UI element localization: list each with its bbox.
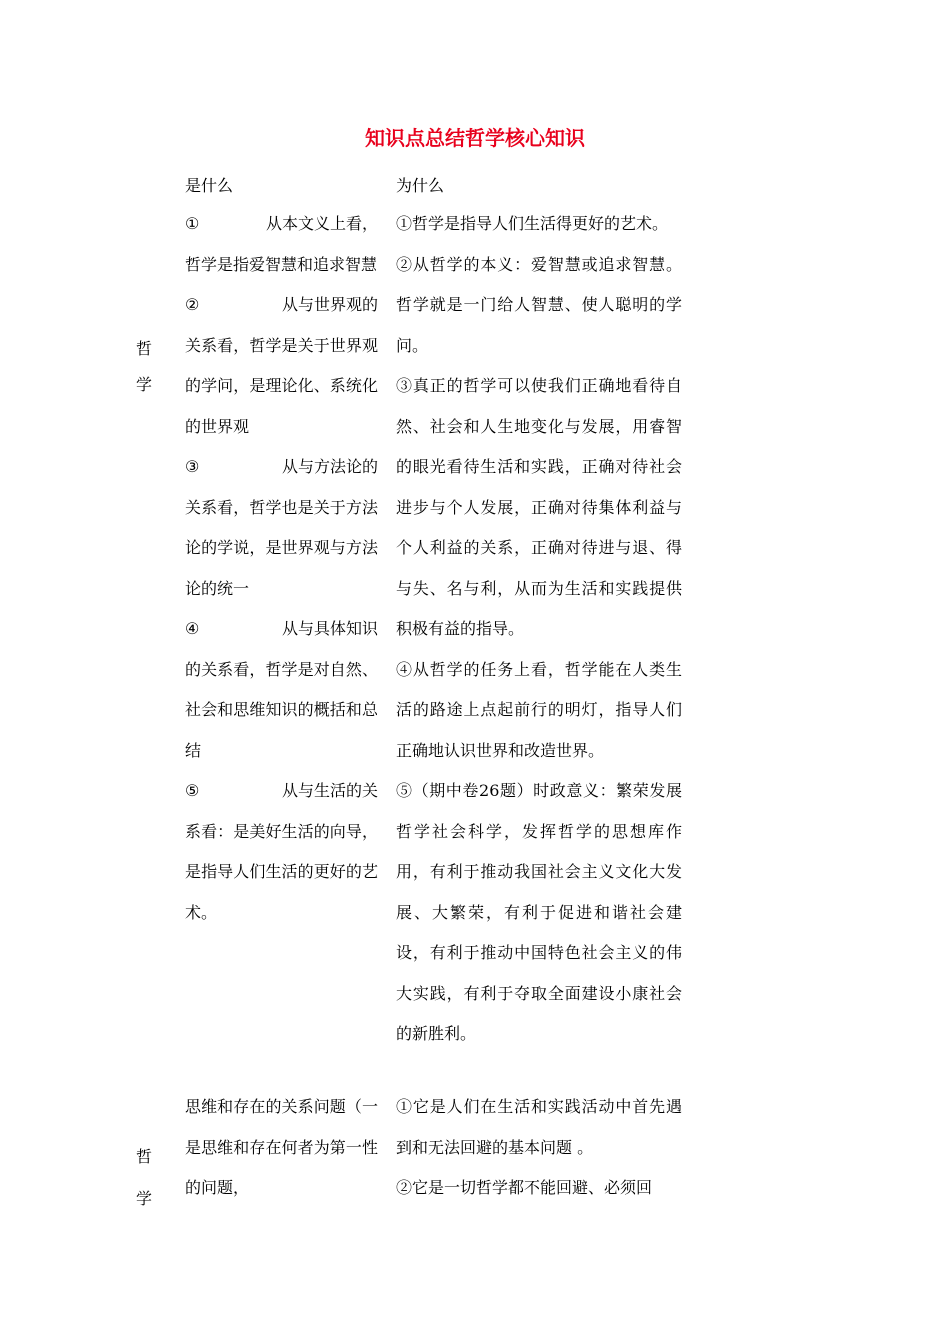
what-column-2 [185, 1087, 378, 1209]
item-number: ④ [185, 619, 200, 638]
header-what: 是什么 [185, 176, 234, 195]
why-item: ③真正的哲学可以使我们正确地看待自然、社会和人生地变化与发展，用睿智的眼光看待生活和实践，正确对待社会进步与个人发展，正确对待集体利益与个人利益的关系，正确对待进与退、得与失、名与利，从而为生活和实践提供积极有益的指导。 [396, 376, 682, 638]
why-item: ②它是一切哲学都不能回避、必须回 [396, 1178, 653, 1197]
item-head: 从与具体知识 [281, 619, 378, 638]
item-number: ③ [185, 457, 200, 476]
what-item [185, 609, 378, 771]
item-text: 关系看，哲学也是关于方法论的学说，是世界观与方法论的统一 [185, 497, 378, 598]
why-column-1 [396, 204, 682, 1055]
item-number: ② [185, 295, 200, 314]
item-text: 哲学是指爱智慧和追求智慧 [185, 254, 378, 274]
side-label-char: 哲 [136, 1147, 153, 1166]
side-label-philosophy-2 [136, 1139, 156, 1217]
side-label-philosophy-1 [136, 331, 156, 403]
what-item [185, 204, 378, 285]
header-why: 为什么 [396, 176, 445, 195]
item-head: 从与生活的关 [281, 781, 378, 800]
item-text: 关系看，哲学是关于世界观的学问，是理论化、系统化的世界观 [185, 335, 378, 436]
why-item: ④从哲学的任务上看，哲学能在人类生活的路途上点起前行的明灯，指导人们正确地认识世界和改造世界。 [396, 659, 682, 760]
why-item: ②从哲学的本义：爱智慧或追求智慧。哲学就是一门给人智慧、使人聪明的学问。 [396, 254, 682, 355]
item-head: 从与世界观的 [281, 295, 378, 314]
side-label-char: 学 [136, 375, 153, 394]
why-item: ⑤（期中卷26题）时政意义：繁荣发展哲学社会科学，发挥哲学的思想库作用，有利于推动我国社会主义文化大发展、大繁荣，有利于促进和谐社会建设，有利于推动中国特色社会主义的伟大实践，有利于夺取全面建设小康社会的新胜利。 [396, 781, 682, 1043]
what-item: 思维和存在的关系问题（一是思维和存在何者为第一性的问题， [185, 1097, 378, 1197]
why-column-2 [396, 1087, 682, 1209]
item-text: 系看：是美好生活的向导，是指导人们生活的更好的艺术。 [185, 821, 378, 922]
why-item: ①它是人们在生活和实践活动中首先遇到和无法回避的基本问题 。 [396, 1097, 682, 1157]
what-item [185, 447, 378, 609]
item-number: ① [185, 214, 200, 233]
what-column-1 [185, 204, 378, 933]
page-title: 知识点总结哲学核心知识 [365, 126, 585, 150]
why-item: ①哲学是指导人们生活得更好的艺术。 [396, 214, 669, 233]
side-label-char: 学 [136, 1189, 153, 1208]
item-head: 从本文义上看， [265, 214, 378, 233]
what-item [185, 285, 378, 447]
side-label-char: 哲 [136, 339, 153, 358]
item-number: ⑤ [185, 781, 200, 800]
what-item [185, 771, 378, 933]
item-head: 从与方法论的 [281, 457, 378, 476]
item-text: 的关系看，哲学是对自然、社会和思维知识的概括和总结 [185, 659, 378, 760]
